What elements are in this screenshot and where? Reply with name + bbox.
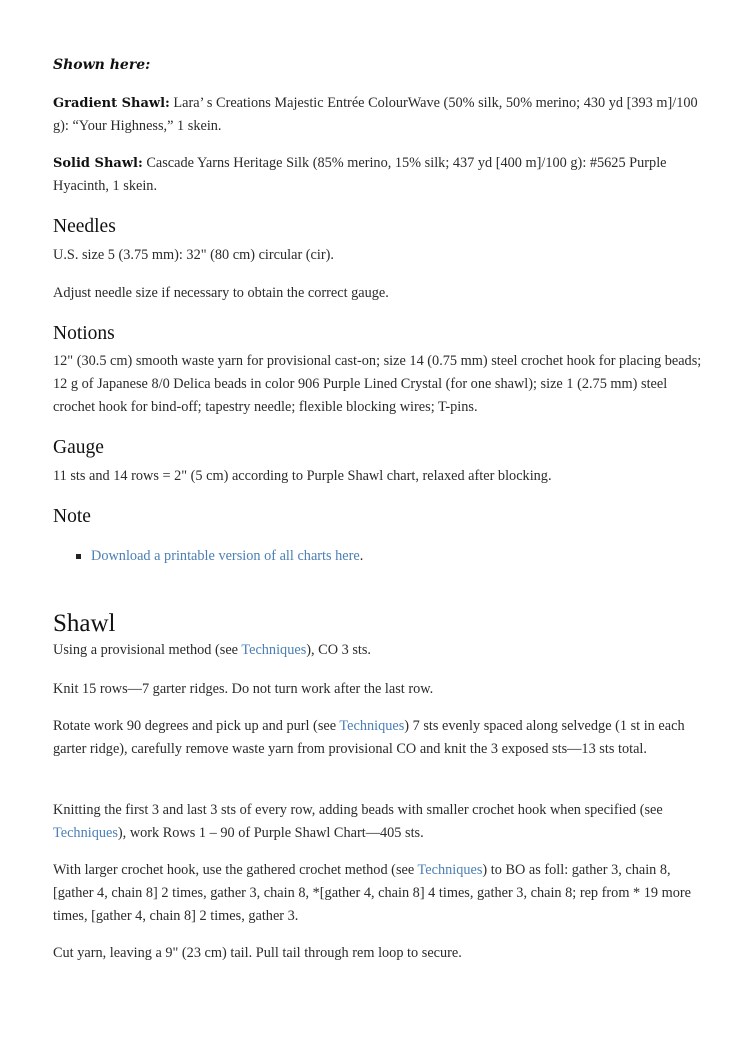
shawl-step-2: Knit 15 rows—7 garter ridges. Do not turn work after the last row. [53,681,434,697]
shawl-step-1-text-end: ), CO 3 sts. [306,642,372,658]
shawl-step-1 [53,639,703,662]
shawl-step-4-text-end: ), work Rows 1 – 90 of Purple Shawl Chart—405 sts. [117,825,424,841]
techniques-link[interactable]: Techniques [53,825,118,841]
techniques-link[interactable]: Techniques [241,642,307,658]
shawl-step-6: Cut yarn, leaving a 9" (23 cm) tail. Pull tail through rem loop to secure. [53,945,462,961]
needles-adjust: Adjust needle size if necessary to obtain the correct gauge. [53,285,389,301]
solid-shawl-label: Solid Shawl: [53,156,143,171]
note-list [53,545,363,568]
needles-heading: Needles [53,216,116,237]
shawl-step-4-text: Knitting the first 3 and last 3 sts of every row, adding beads with smaller crochet hook when specified (see [53,802,663,818]
shawl-step-1-text: Using a provisional method (see [53,642,242,658]
bullet-square-icon [76,554,81,559]
shawl-step-5-text: With larger crochet hook, use the gathered crochet method (see [53,862,418,878]
shawl-heading: Shawl [53,610,116,637]
shown-here-label: Shown here: [53,57,151,73]
solid-shawl-text: Cascade Yarns Heritage Silk (85% merino, 15% silk; 437 yd [400 m]/100 g): #5625 Purple Hyacinth, 1 skein. [53,155,667,194]
shawl-step-3-text: Rotate work 90 degrees and pick up and purl (see [53,718,340,734]
note-link-period: . [359,548,364,564]
gradient-shawl-text: Lara’ s Creations Majestic Entrée ColourWave (50% silk, 50% merino; 430 yd [393 m]/100 g): “Your Highness,” 1 skein. [53,95,698,134]
shawl-step-5-text-end: ) to BO as foll: gather 3, chain 8, [gather 4, chain 8] 2 times, gather 3, chain 8, *[gather 4, chain 8] 4 times, gather 3, chain 8; rep from * 19 more times, [gather 4, chain 8] 2 times, gather 3. [53,862,691,924]
notions-text: 12" (30.5 cm) smooth waste yarn for provisional cast-on; size 14 (0.75 mm) steel crochet hook for placing beads; 12 g of Japanese 8/0 Delica beads in color 906 Purple Lined Crystal (for one shawl); size 1 (2.75 mm) steel crochet hook for bind-off; tapestry needle; flexible blocking wires; T-pins. [53,353,702,415]
shawl-step-5 [53,859,703,928]
gradient-shawl-yarn [53,92,703,138]
solid-shawl-yarn [53,152,703,198]
techniques-link[interactable]: Techniques [417,862,483,878]
list-item [53,545,363,568]
techniques-link[interactable]: Techniques [339,718,405,734]
note-heading: Note [53,506,91,527]
download-charts-link[interactable]: Download a printable version of all charts here [91,548,360,564]
shawl-step-4 [53,799,703,845]
gradient-shawl-label: Gradient Shawl: [53,96,170,111]
gauge-text: 11 sts and 14 rows = 2" (5 cm) according to Purple Shawl chart, relaxed after blocking. [53,468,552,484]
notions-heading: Notions [53,323,115,344]
needles-size: U.S. size 5 (3.75 mm): 32" (80 cm) circular (cir). [53,247,334,263]
gauge-heading: Gauge [53,437,104,458]
shawl-step-3-text-end: ) 7 sts evenly spaced along selvedge (1 st in each garter ridge), carefully remove waste yarn from provisional CO and knit the 3 exposed sts—13 sts total. [53,718,685,757]
shawl-step-3 [53,715,703,761]
